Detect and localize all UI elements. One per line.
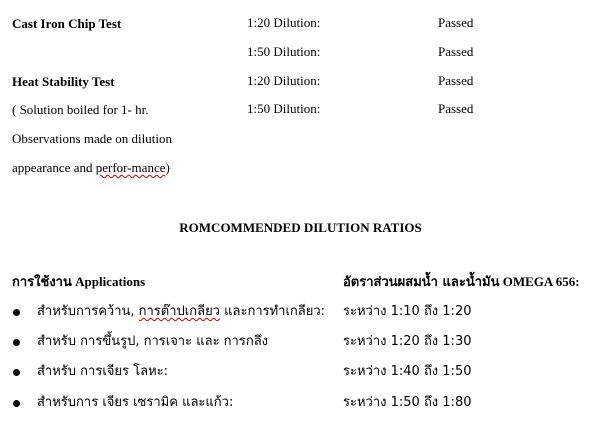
bullet-icon xyxy=(13,339,20,346)
application-item-1 xyxy=(37,304,325,320)
bullet-icon xyxy=(13,400,20,407)
heat-stability-result-2: Passed xyxy=(438,101,474,116)
applications-header-en: Applications xyxy=(71,274,146,289)
heat-stability-dilution-2: 1:50 Dilution: xyxy=(247,101,321,116)
application-ratio-1: ระหว่าง 1:10 ถึง 1:20 xyxy=(343,304,472,319)
application-item-4: สำหรับการ เจียร เซรามิค และแก้ว: xyxy=(37,395,234,410)
ratio-header-en: OMEGA 656: xyxy=(499,274,580,289)
bullet-icon xyxy=(13,309,20,316)
note-misspelled-word: perfor-mance xyxy=(95,160,166,175)
heat-stability-test-title: Heat Stability Test xyxy=(12,74,115,89)
heat-stability-result-1: Passed xyxy=(438,73,474,88)
application-item-1-pre: สำหรับการคว้าน, xyxy=(37,304,139,319)
cast-iron-dilution-1: 1:20 Dilution: xyxy=(247,15,321,30)
bullet-icon xyxy=(13,369,20,376)
application-item-3: สำหรับ การเจียร โลหะ: xyxy=(37,364,168,379)
heat-stability-note-line-2: Observations made on dilution xyxy=(12,131,172,146)
section-title: ROMCOMMENDED DILUTION RATIOS xyxy=(179,220,422,235)
heat-stability-dilution-1: 1:20 Dilution: xyxy=(247,73,321,88)
heat-stability-note-line-1: ( Solution boiled for 1- hr. xyxy=(12,102,149,117)
application-item-1-post: และการทำเกลียว: xyxy=(220,304,326,319)
application-item-2: สำหรับ การขึ้นรูป, การเจาะ และ การกลึง xyxy=(37,334,269,349)
applications-header-thai: การใช้งาน xyxy=(12,275,72,290)
note-closing-paren: ) xyxy=(165,160,170,175)
applications-header xyxy=(12,274,145,291)
cast-iron-dilution-2: 1:50 Dilution: xyxy=(247,44,321,59)
application-item-1-misspelled: การต๊าปเกลียว xyxy=(138,304,220,319)
cast-iron-result-2: Passed xyxy=(438,44,474,59)
cast-iron-result-1: Passed xyxy=(438,15,474,30)
ratio-header xyxy=(343,274,580,291)
note-line-3-text: appearance and xyxy=(12,160,96,175)
application-ratio-2: ระหว่าง 1:20 ถึง 1:30 xyxy=(343,334,472,349)
heat-stability-note-line-3 xyxy=(12,160,170,176)
application-ratio-4: ระหว่าง 1:50 ถึง 1:80 xyxy=(343,395,472,410)
ratio-header-thai: อัตราส่วนผสมน้ำ และน้ำมัน xyxy=(343,275,500,290)
application-ratio-3: ระหว่าง 1:40 ถึง 1:50 xyxy=(343,364,472,379)
cast-iron-test-title: Cast Iron Chip Test xyxy=(12,16,122,31)
